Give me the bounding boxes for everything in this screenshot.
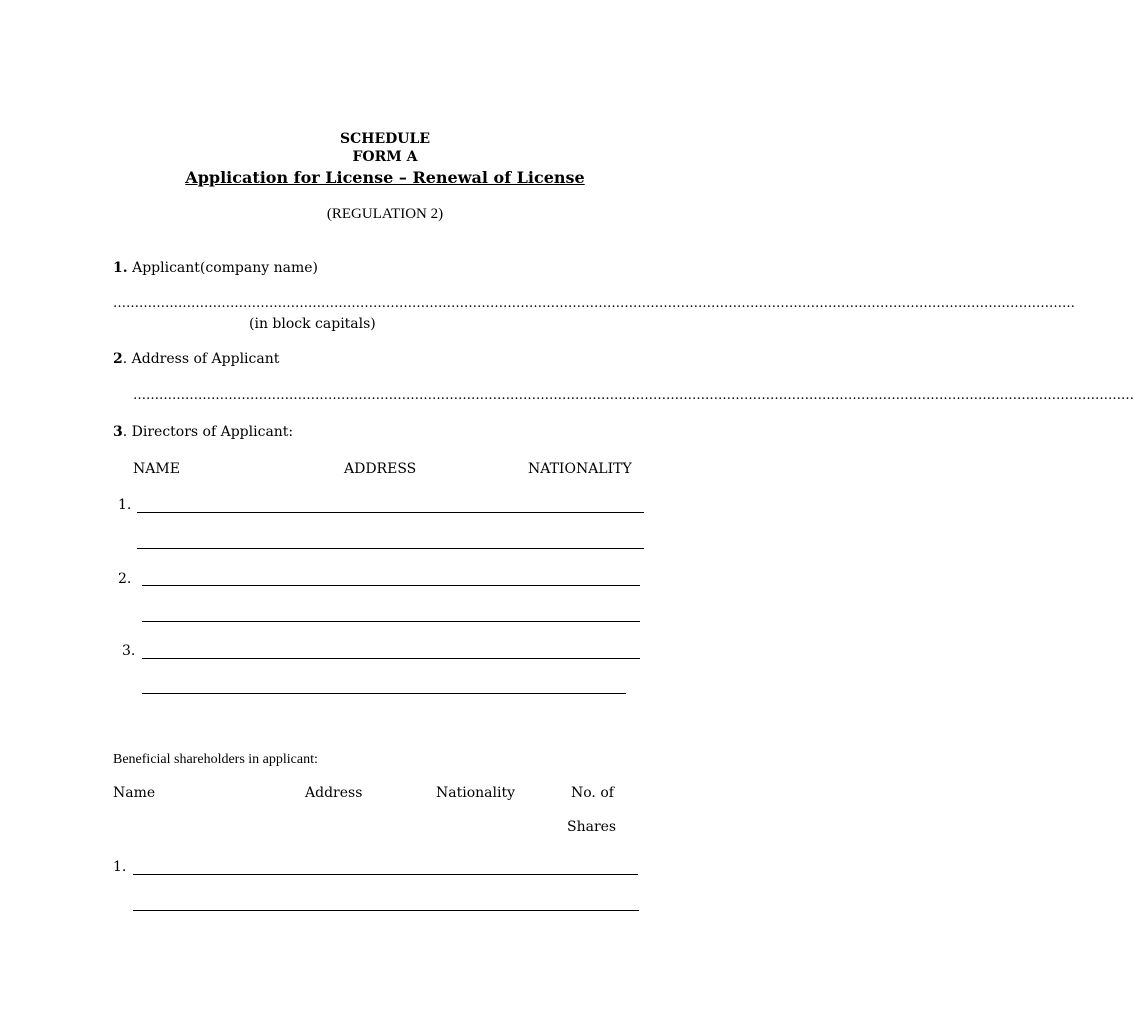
director-1-number: 1. — [118, 497, 132, 513]
schedule-heading: SCHEDULE — [339, 131, 430, 147]
shareholder-1-line-2[interactable] — [133, 910, 639, 911]
applicant-address-field[interactable]: …………………………………………………………………………………………………………………………………………………………………………………………………………… — [133, 388, 1134, 403]
block-capitals-hint: (in block capitals) — [249, 316, 376, 332]
director-1-line-1[interactable] — [137, 512, 644, 513]
shareholders-col-name: Name — [113, 785, 156, 801]
section-1-number: 1. — [113, 260, 128, 276]
shareholders-col-nationality: Nationality — [436, 785, 515, 801]
director-3-number: 3. — [122, 643, 136, 659]
directors-col-name: NAME — [133, 461, 180, 477]
section-2-heading — [113, 351, 279, 367]
section-1-heading — [113, 260, 318, 276]
shareholders-col-address: Address — [305, 785, 363, 801]
shareholders-heading: Beneficial shareholders in applicant: — [113, 752, 318, 767]
section-3-heading — [113, 424, 293, 440]
directors-col-address: ADDRESS — [344, 461, 417, 477]
director-2-line-2[interactable] — [142, 621, 640, 622]
form-heading: FORM A — [352, 149, 418, 165]
directors-col-nationality: NATIONALITY — [528, 461, 632, 477]
director-3-line-1[interactable] — [142, 658, 640, 659]
section-3-label: . Directors of Applicant: — [122, 424, 294, 440]
page-title: Application for License – Renewal of License — [185, 168, 585, 187]
shareholders-col-shares-line-2: Shares — [567, 819, 617, 835]
director-1-line-2[interactable] — [137, 548, 644, 549]
section-2-label: . Address of Applicant — [122, 351, 280, 367]
section-1-label: Applicant(company name) — [132, 260, 318, 276]
director-2-line-1[interactable] — [142, 585, 640, 586]
director-2-number: 2. — [118, 571, 132, 587]
section-3-number: 3 — [113, 424, 123, 440]
shareholder-1-number: 1. — [113, 859, 127, 875]
applicant-name-field[interactable]: …………………………………………………………………………………………………………………………………………………………………………………………………… — [113, 296, 1075, 311]
section-2-number: 2 — [113, 351, 123, 367]
director-3-line-2[interactable] — [142, 693, 626, 694]
shareholder-1-line-1[interactable] — [133, 874, 638, 875]
shareholders-col-shares-line-1: No. of — [571, 785, 614, 801]
regulation-label: (REGULATION 2) — [326, 206, 444, 222]
